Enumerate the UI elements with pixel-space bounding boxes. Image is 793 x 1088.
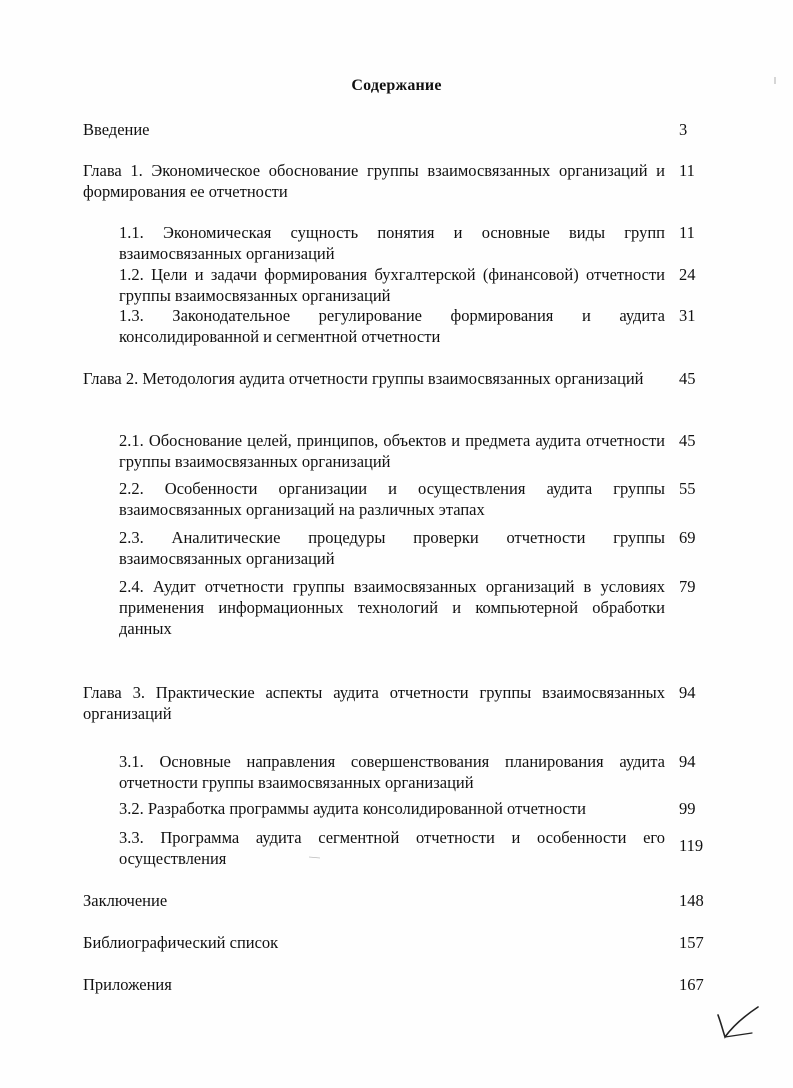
toc-entry-page-number: 157: [679, 933, 704, 952]
toc-entry-page-number: 119: [679, 836, 704, 855]
toc-entry-text: Приложения: [83, 975, 172, 994]
toc-entry-text: 3.2. Разработка программы аудита консолидированной отчетности: [119, 799, 586, 818]
toc-entry-page-number: 94: [679, 752, 696, 771]
toc-entry-text: Глава 3. Практические аспекты аудита отчетности группы взаимосвязанных организаций: [83, 683, 665, 723]
toc-entry-text: 3.1. Основные направления совершенствования планирования аудита отчетности группы взаимосвязанных организаций: [119, 752, 665, 792]
toc-entry-page-number: 24: [679, 265, 696, 284]
toc-entry-page-number: 45: [679, 369, 696, 388]
toc-entry-page-number: 167: [679, 975, 704, 994]
toc-entry-text: 1.1. Экономическая сущность понятия и основные виды групп взаимосвязанных организаций: [119, 223, 665, 263]
toc-entry-page-number: 148: [679, 891, 704, 910]
toc-entry-page-number: 55: [679, 479, 696, 498]
toc-entry-page-number: 99: [679, 799, 696, 818]
toc-entry-page-number: 11: [679, 223, 695, 242]
toc-entry-text: Заключение: [83, 891, 168, 910]
toc-entry-text: 2.3. Аналитические процедуры проверки отчетности группы взаимосвязанных организаций: [119, 528, 665, 568]
toc-entry-page-number: 45: [679, 431, 696, 450]
toc-entry-page-number: 3: [679, 120, 688, 139]
toc-entry-text: 1.2. Цели и задачи формирования бухгалтерской (финансовой) отчетности группы взаимосвязанных организаций: [119, 265, 665, 305]
toc-entry-text: Глава 2. Методология аудита отчетности группы взаимосвязанных организаций: [83, 369, 644, 388]
toc-entry-text: Библиографический список: [83, 933, 279, 952]
scan-speck-mark: [772, 76, 778, 86]
toc-entry-text: 1.3. Законодательное регулирование формирования и аудита консолидированной и сегментной отчетности: [119, 306, 665, 346]
toc-entry-page-number: 31: [679, 306, 696, 325]
toc-entry-page-number: 69: [679, 528, 696, 547]
page-title: Содержание: [351, 77, 442, 94]
toc-entry-text: 2.1. Обоснование целей, принципов, объектов и предмета аудита отчетности группы взаимосвязанных организаций: [119, 431, 665, 471]
toc-entry-text: Введение: [83, 120, 150, 139]
toc-entry-text: 3.3. Программа аудита сегментной отчетности и особенности его осуществления: [119, 828, 665, 868]
toc-entry-page-number: 11: [679, 161, 695, 180]
toc-entry-page-number: 94: [679, 683, 696, 702]
toc-entry-page-number: 79: [679, 577, 696, 596]
toc-entry-text: 2.2. Особенности организации и осуществления аудита группы взаимосвязанных организаций на различных этапах: [119, 479, 665, 519]
toc-entry-text: Глава 1. Экономическое обоснование группы взаимосвязанных организаций и формирования ее отчетности: [83, 161, 665, 201]
toc-entry-text: 2.4. Аудит отчетности группы взаимосвязанных организаций в условиях применения информационных технологий и компьютерной обработки данных: [119, 577, 665, 638]
handwritten-check-mark: [712, 1003, 764, 1043]
scan-speck-mark: [308, 854, 322, 860]
